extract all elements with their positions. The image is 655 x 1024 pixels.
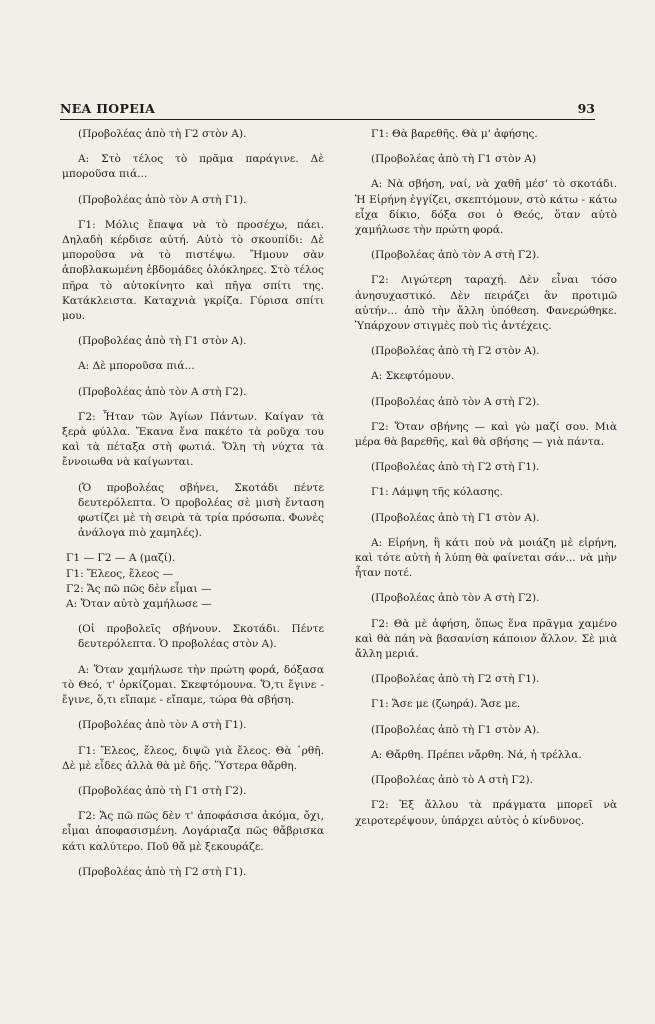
dialogue-line: Γ1: Μόλις ἔπαψα νὰ τὸ προσέχω, πάει. Δηλαδὴ κέρδισε αὐτή. Αὐτὸ τὸ σκουπίδι: Δὲ μποροῦσα νὰ τὸ πιστέψω. Ἤμουν σὰν ἀποβλακωμένη ἑβδομάδες ὁλόκληρες. Στὸ τέλος πῆρα τὸ αὐτοκίνητο καὶ πῆγα σπίτι της. Κατάκλειστα. Καταχνιὰ γκρίζα. Γύρισα σπίτι μου. [62, 218, 324, 323]
stage-direction: (Προβολέας ἀπὸ τὸν Α στὴ Γ2). [371, 592, 540, 605]
verse-line: Γ1: Ἔλεος, ἔλεος — [66, 567, 174, 580]
stage-direction: (Προβολέας ἀπὸ τὴ Γ2 στὸν Α). [371, 345, 540, 358]
dialogue-line: Α: Εἰρήνη, ἢ κάτι ποὺ νὰ μοιάζη μὲ εἰρήνη, καὶ τότε αὐτὴ ἡ λύπη θὰ φαίνεται σάν... νὰ μὴν ἦταν ποτέ. [355, 536, 617, 580]
stage-direction: (Προβολέας ἀπὸ τὴ Γ1 στὸν Α). [78, 335, 247, 348]
stage-direction: (Προβολέας ἀπὸ τὴ Γ2 στὴ Γ1). [371, 673, 540, 686]
stage-direction: (Προβολέας ἀπὸ τὴ Γ1 στὸν Α) [371, 153, 537, 166]
dialogue-line: Α: Δὲ μποροῦσα πιά... [78, 360, 195, 373]
dialogue-line: Γ1: Ἄσε με (ζωηρά). Ἄσε με. [371, 698, 521, 711]
stage-direction: (Προβολέας ἀπὸ τὸν Α στὴ Γ1). [78, 719, 247, 732]
verse-line: Γ2: Ἄς πῶ πῶς δὲν εἶμαι — [66, 582, 212, 595]
stage-direction: (Προβολέας ἀπὸ τὴ Γ2 στὸν Α). [78, 128, 247, 140]
dialogue-line: Γ2: Ἐξ ἄλλου τὰ πράγματα μπορεῖ νὰ χειροτερέψουν, ὑπάρχει αὐτὸς ὁ κίνδυνος. [355, 799, 617, 827]
verse-block [62, 551, 324, 612]
dialogue-line: Γ2: Ἄς πῶ πῶς δὲν τ' ἀποφάσισα ἀκόμα, ὄχι, εἶμαι ἀποφασισμένη. Λογάριαζα πῶς θἄβρισκα κάτι καλύτερο. Ποῦ θἄ μὲ ξεκουράζε. [62, 810, 324, 853]
dialogue-line: Α: Σκεφτόμουν. [371, 370, 455, 383]
stage-direction: (Ὁ προβολέας σβήνει, Σκοτάδι πέντε δευτερόλεπτα. Ὁ προβολέας σὲ μισὴ ἔνταση φωτίζει μὲ τὴ σειρὰ τὰ τρία πρόσωπα. Φωνὲς ἀνάλογα πιὸ χαμηλές). [78, 481, 324, 540]
dialogue-line: Γ1: Λάμψη τῆς κόλασης. [371, 486, 503, 499]
dialogue-line: Γ2: Λιγώτερη ταραχή. Δὲν εἶναι τόσο ἀνησυχαστικό. Δὲν πειράζει ἂν προτιμῶ αὐτήν... ἀπὸ τὴν ἄλλη ὑπόθεση. Φανερώθηκε. Ὑπάρχουν στιγμὲς ποὺ τὶς ἀντέχεις. [355, 274, 617, 333]
page-number: 93 [577, 101, 595, 116]
stage-direction: (Προβολέας ἀπὸ τὸν Α στὴ Γ2). [371, 249, 540, 262]
verse-line: Γ1 — Γ2 — Α (μαζί). [66, 552, 176, 565]
stage-direction: (Προβολέας ἀπὸ τὸν Α στὴ Γ2). [78, 385, 247, 398]
stage-direction: (Προβολέας ἀπὸ τὸ Α στὴ Γ2). [371, 774, 534, 787]
dialogue-line: Γ2: Θὰ μὲ ἀφήση, ὅπως ἕνα πρᾶγμα χαμένο καὶ θὰ πάη νὰ βασανίση κάποιον ἄλλον. Σὲ μιὰ ἄλλη μεριά. [355, 617, 617, 661]
stage-direction: (Προβολέας ἀπὸ τὴ Γ2 στὴ Γ1). [371, 461, 540, 474]
right-column [355, 127, 617, 829]
dialogue-line: Α: Στὸ τέλος τὸ πρᾶμα παράγινε. Δὲ μποροῦσα πιά... [62, 153, 324, 181]
dialogue-line: Γ2: Ἦταν τῶν Ἁγίων Πάντων. Καίγαν τὰ ξερὰ φύλλα. Ἔκανα ἕνα πακέτο τὰ ροῦχα του καὶ τὰ πέταξα στὴ φωτιά. Ὅλη τὴ νύχτα τὰ ἔννοιωθα νὰ καίγωνται. [62, 410, 324, 469]
stage-direction: (Προβολέας ἀπὸ τὴ Γ1 στὸν Α). [371, 511, 540, 524]
dialogue-line: Γ1: Θὰ βαρεθῆς. Θὰ μ' ἀφήσης. [371, 128, 538, 140]
stage-direction: (Οἱ προβολεῖς σβήνουν. Σκοτάδι. Πέντε δευτερόλεπτα. Ὁ προβολέας στὸν Α). [78, 623, 324, 651]
dialogue-line: Α: Ὅταν χαμήλωσε τὴν πρώτη φορά, δόξασα τὸ Θεό, τ' ὁρκίζομαι. Σκεφτόμουνα. Ὅ,τι ἔγινε - ἔγινε, ὅ,τι εἴπαμε - εἴπαμε, τώρα θὰ σβήση. [62, 663, 324, 707]
left-column [62, 127, 324, 880]
dialogue-line: Γ2: Ὅταν σβήνης — καὶ γὼ μαζί σου. Μιὰ μέρα θὰ βαρεθῆς, καὶ θὰ σβήσης — γιὰ πάντα. [355, 420, 617, 449]
dialogue-line: Α: Θἄρθη. Πρέπει νἄρθη. Νά, ἡ τρέλλα. [371, 748, 582, 761]
stage-direction: (Προβολέας ἀπὸ τὴ Γ1 στὴ Γ2). [78, 784, 247, 797]
stage-direction: (Προβολέας ἀπὸ τὸν Α στὴ Γ1). [78, 193, 247, 206]
stage-direction: (Προβολέας ἀπὸ τὴ Γ1 στὸν Α). [371, 723, 540, 736]
page-header [60, 99, 595, 120]
stage-direction: (Προβολέας ἀπὸ τὸν Α στὴ Γ2). [371, 395, 540, 408]
verse-line: Α: Ὅταν αὐτὸ χαμήλωσε — [66, 598, 212, 611]
journal-title: ΝΕΑ ΠΟΡΕΙΑ [60, 101, 156, 116]
dialogue-line: Γ1: Ἔλεος, ἔλεος, διψῶ γιὰ ἔλεος. Θὰ ᾽ρθῆ. Δὲ μὲ εἶδες ἀλλὰ θὰ μὲ δῆς. Ὕστερα θἄρθη. [62, 744, 324, 772]
stage-direction: (Προβολέας ἀπὸ τὴ Γ2 στὴ Γ1). [78, 865, 247, 878]
dialogue-line: Α: Νὰ σβήση, ναί, νὰ χαθῆ μέσ' τὸ σκοτάδι. Ἡ Εἰρήνη ἐγγίζει, σκεπτόμουν, στὸ κάτω - κάτω εἶχα δίκιο, δόξα σοι ὁ Θεός, ὅταν αὐτὸ χαμήλωσε τὴν πρώτη φορά. [355, 178, 617, 237]
